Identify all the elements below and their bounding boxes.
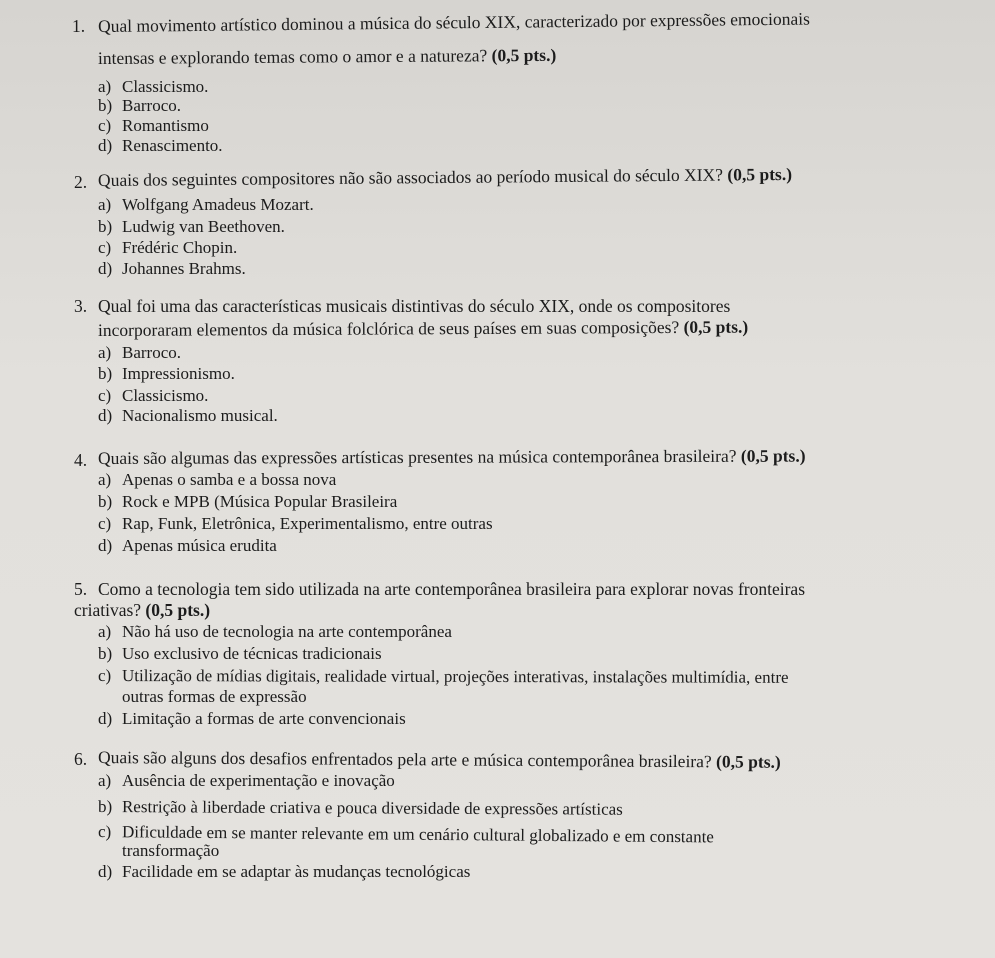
question-text-line-1: Qual movimento artístico dominou a música do século XIX, caracterizado por expressões emocionais — [97, 8, 811, 36]
option-c[interactable]: c) Utilização de mídias digitais, realidade virtual, projeções interativas, instalações multimídia, entre — [97, 666, 789, 687]
option-c[interactable]: c) Rap, Funk, Eletrônica, Experimentalismo, entre outras — [98, 514, 493, 533]
option-a[interactable]: a) Não há uso de tecnologia na arte contemporânea — [98, 622, 452, 641]
option-d[interactable]: d) Renascimento. — [98, 136, 223, 155]
option-b[interactable]: b) Uso exclusivo de técnicas tradicionais — [98, 644, 382, 663]
question-number: 1. — [72, 16, 86, 36]
option-c-continuation: outras formas de expressão — [122, 687, 307, 706]
question-points: (0,5 pts.) — [683, 316, 749, 337]
option-a[interactable]: a) Apenas o samba e a bossa nova — [98, 470, 337, 489]
option-c[interactable]: c) Romantismo — [98, 116, 209, 135]
question-points: (0,5 pts.) — [716, 751, 781, 772]
question-text-line-1: Quais são alguns dos desafios enfrentados pela arte e música contemporânea brasileira? (0,5 pts.) — [97, 747, 781, 772]
question-text-line-2: intensas e explorando temas como o amor e a natureza? (0,5 pts.) — [97, 44, 557, 68]
question-text-line-1: Quais dos seguintes compositores não são associados ao período musical do século XIX? (0,5 pts.) — [97, 163, 793, 190]
question-number: 3. — [74, 296, 88, 316]
question-text-line-1: Como a tecnologia tem sido utilizada na arte contemporânea brasileira para explorar novas fronteiras — [98, 579, 806, 599]
option-b[interactable]: b) Ludwig van Beethoven. — [98, 217, 285, 236]
question-points: (0,5 pts.) — [145, 600, 211, 620]
question-text-line-2: incorporaram elementos da música folclórica de seus países em suas composições? (0,5 pts.) — [97, 316, 749, 340]
question-number: 5. — [74, 579, 88, 599]
option-c[interactable]: c) Classicismo. — [98, 386, 209, 405]
option-d[interactable]: d) Johannes Brahms. — [98, 259, 246, 278]
option-b[interactable]: b) Impressionismo. — [98, 364, 235, 383]
option-a[interactable]: a) Classicismo. — [98, 77, 209, 96]
question-text-line-1: Quais são algumas das expressões artísticas presentes na música contemporânea brasileira? (0,5 pts.) — [97, 445, 806, 468]
option-b[interactable]: b) Restrição à liberdade criativa e pouca diversidade de expressões artísticas — [97, 797, 623, 819]
option-a[interactable]: a) Wolfgang Amadeus Mozart. — [98, 195, 314, 214]
option-b[interactable]: b) Barroco. — [98, 96, 182, 115]
option-a[interactable]: a) Barroco. — [98, 343, 182, 362]
option-a[interactable]: a) Ausência de experimentação e inovação — [98, 771, 395, 790]
option-c[interactable]: c) Dificuldade em se manter relevante em um cenário cultural globalizado e em constante — [97, 822, 714, 847]
option-c-continuation: transformação — [122, 841, 220, 860]
option-d[interactable]: d) Limitação a formas de arte convencionais — [98, 709, 406, 728]
option-d[interactable]: d) Facilidade em se adaptar às mudanças tecnológicas — [98, 862, 471, 881]
question-number: 6. — [74, 749, 88, 769]
question-number: 4. — [74, 450, 88, 470]
option-d[interactable]: d) Apenas música erudita — [98, 536, 277, 555]
option-c[interactable]: c) Frédéric Chopin. — [98, 238, 238, 257]
question-points: (0,5 pts.) — [740, 445, 806, 466]
question-points: (0,5 pts.) — [727, 163, 793, 185]
option-d[interactable]: d) Nacionalismo musical. — [98, 406, 278, 425]
question-text-line-2: criativas? (0,5 pts.) — [74, 600, 211, 620]
question-text-line-1: Qual foi uma das características musicais distintivas do século XIX, onde os compositores — [98, 296, 731, 316]
question-number: 2. — [74, 172, 88, 192]
question-points: (0,5 pts.) — [491, 44, 557, 66]
option-b[interactable]: b) Rock e MPB (Música Popular Brasileira — [98, 492, 398, 511]
